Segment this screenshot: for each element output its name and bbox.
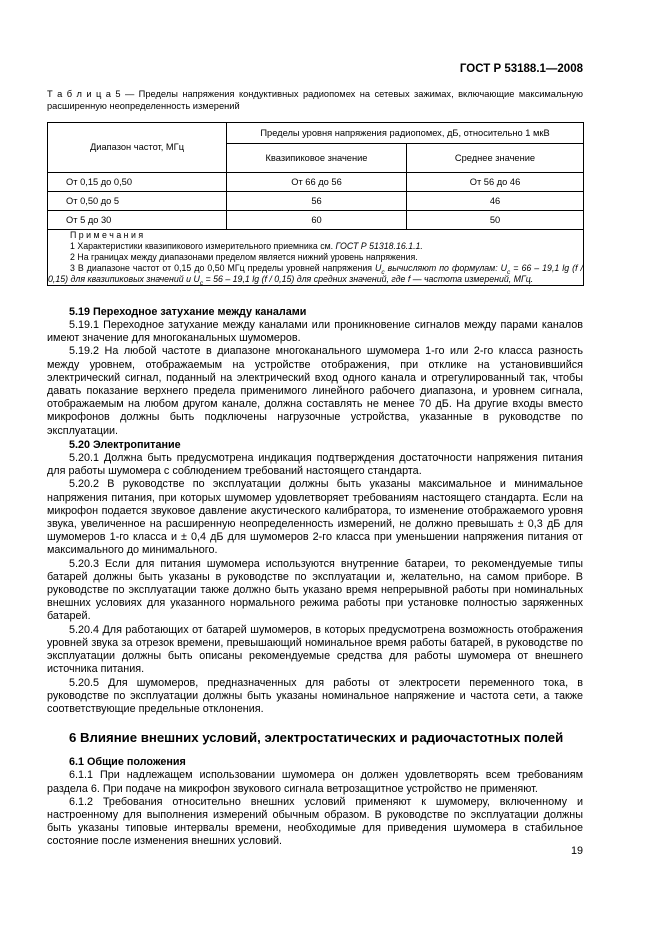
- cell-quasi-peak: 56: [227, 191, 407, 210]
- page-content: [47, 0, 583, 849]
- note-2: 2 На границах между диапазонами пределом является нижний уровень напряжения.: [70, 251, 418, 262]
- paragraph-6-1-2: 6.1.2 Требования относительно внешних условий применяют к шумомеру, включенному и настроенному для выполнения измерений обычным образом. В руководстве по эксплуатации должны быть указаны типовые интервалы времени, необходимые для приведения шумомера в стабильное состояние после изменения внешних условий.: [47, 795, 583, 848]
- table-row: [48, 210, 584, 229]
- table-notes: [48, 229, 584, 285]
- formula-average: = 56 – 19,1 lg (f / 0,15) для средних значений, где: [203, 273, 408, 284]
- u-subscript: c: [199, 279, 204, 287]
- formula-quasi-peak: = 66 – 19,1 lg (f / 0,15) для квазипиковых значений и: [48, 262, 583, 284]
- paragraph-5-20-5: 5.20.5 Для шумомеров, предназначенных для работы от электросети переменного тока, в руководстве по эксплуатации должны быть указаны номинальное напряжение и частота сети, а также соответствующие предельные отклонения.: [47, 676, 583, 715]
- table-notes-row: [48, 229, 584, 285]
- paragraph-5-19-1: 5.19.1 Переходное затухание между каналами или проникновение сигналов между парами каналов имеют значение для многоканальных шумомеров.: [47, 319, 583, 345]
- paragraph-5-20-1: 5.20.1 Должна быть предусмотрена индикация подтверждения достаточности напряжения питания для работы шумомера с соблюдением требований настоящего стандарта.: [47, 452, 583, 478]
- cell-quasi-peak: От 66 до 56: [227, 172, 407, 191]
- table-header-quasi-peak: Квазипиковое значение: [227, 143, 407, 172]
- heading-6: 6 Влияние внешних условий, электростатических и радиочастотных полей: [69, 730, 564, 746]
- table-header-average: Среднее значение: [407, 143, 584, 172]
- heading-6-1: 6.1 Общие положения: [69, 756, 186, 769]
- cell-average: От 56 до 46: [407, 172, 584, 191]
- table-row: [48, 172, 584, 191]
- cell-frequency-range: От 0,15 до 0,50: [48, 172, 227, 191]
- cell-frequency-range: От 0,50 до 5: [48, 191, 227, 210]
- paragraph-5-20-2: 5.20.2 В руководстве по эксплуатации должны быть указаны максимальное и минимальное напряжения питания, при которых шумомер удовлетворяет требованиям настоящего стандарта. Если на микрофон подается звуковое давление акустического калибратора, то изменение отображаемого уровня звука, увеличенное на расширенную неопределенность измерений, не должно превышать ± 0,3 дБ для шумомеров 1-го класса и ± 0,4 дБ для шумомеров 2-го класса при уменьшении напряжения питания от максимального до минимального.: [47, 478, 583, 557]
- table-5: [47, 122, 584, 286]
- heading-5-19: 5.19 Переходное затухание между каналами: [69, 305, 307, 318]
- paragraph-5-19-2: 5.19.2 На любой частоте в диапазоне многоканального шумомера 1-го или 2-го класса разность между уровнем, отображаемым на устройстве отображения, при отклике на установившийся электрический сигнал, поданный на электрический вход одного канала и отрегулированный так, чтобы давать показание верхнего предела применимого линейного рабочего диапазона, и уровнем сигнала, отображаемым на любом другом канале, должна составлять не менее 70 дБ. На другие входы вместо микрофонов должны быть подключены нагрузочные устройства, указанные в руководстве по эксплуатации.: [47, 345, 583, 437]
- cell-frequency-range: От 5 до 30: [48, 210, 227, 229]
- u-symbol: U: [193, 273, 200, 284]
- paragraph-6-1-1: 6.1.1 При надлежащем использовании шумомера он должен удовлетворять всем требованиям раздела 6. При подаче на микрофон звукового сигнала ветрозащитное устройство не применяют.: [47, 769, 583, 795]
- table-header-frequency-range: Диапазон частот, МГц: [48, 122, 227, 172]
- note-3-tail: f — частота измерений, МГц.: [407, 273, 534, 284]
- note-3: [48, 263, 583, 285]
- note-1-text: 1 Характеристики квазипикового измерительного приемника см.: [70, 240, 336, 251]
- note-3-lead: 3 В диапазоне частот от 0,15 до 0,50 МГц пределы уровней напряжения: [70, 262, 376, 273]
- u-subscript: c: [507, 268, 511, 276]
- cell-average: 50: [407, 210, 584, 229]
- heading-5-20: 5.20 Электропитание: [69, 438, 181, 451]
- u-symbol: U: [375, 262, 382, 273]
- u-subscript: c: [381, 268, 385, 276]
- document-body: [47, 306, 583, 849]
- note-3-verb: вычисляют по формулам:: [384, 262, 501, 273]
- notes-title: П р и м е ч а н и я: [70, 229, 144, 240]
- table-caption-text: — Пределы напряжения кондуктивных радиопомех на сетевых зажимах, включающие максимальную расширенную неопределенность измерений: [47, 89, 583, 112]
- table-header-row-1: [48, 122, 584, 143]
- cell-quasi-peak: 60: [227, 210, 407, 229]
- page-number: 19: [570, 845, 583, 857]
- doc-number: ГОСТ Р 53188.1—2008: [459, 63, 583, 75]
- paragraph-5-20-3: 5.20.3 Если для питания шумомера используются внутренние батареи, то рекомендуемые типы батарей должны быть указаны в руководстве по эксплуатации и, желательно, на самом приборе. В руководстве по эксплуатации также должно быть указано время непрерывной работы при номинальных внешних условиях для указанного нормального режима работы при установке полностью заряженных батарей.: [47, 557, 583, 623]
- table-caption-label: Т а б л и ц а 5: [47, 89, 121, 99]
- table-caption: [47, 88, 583, 113]
- note-1-gost-ref: ГОСТ Р 51318.16.1.1.: [335, 240, 423, 251]
- table-header-limits-group: Пределы уровня напряжения радиопомех, дБ, относительно 1 мкВ: [227, 122, 584, 143]
- table-row: [48, 191, 584, 210]
- u-symbol: U: [500, 262, 508, 273]
- cell-average: 46: [407, 191, 584, 210]
- paragraph-5-20-4: 5.20.4 Для работающих от батарей шумомеров, в которых предусмотрена возможность отображения уровней звука за отрезок времени, превышающий номинальное время работы батарей, в руководстве по эксплуатации должны быть описаны рекомендуемые средства для работы шумомера от внешнего источника питания.: [47, 623, 583, 676]
- note-1: [48, 241, 583, 252]
